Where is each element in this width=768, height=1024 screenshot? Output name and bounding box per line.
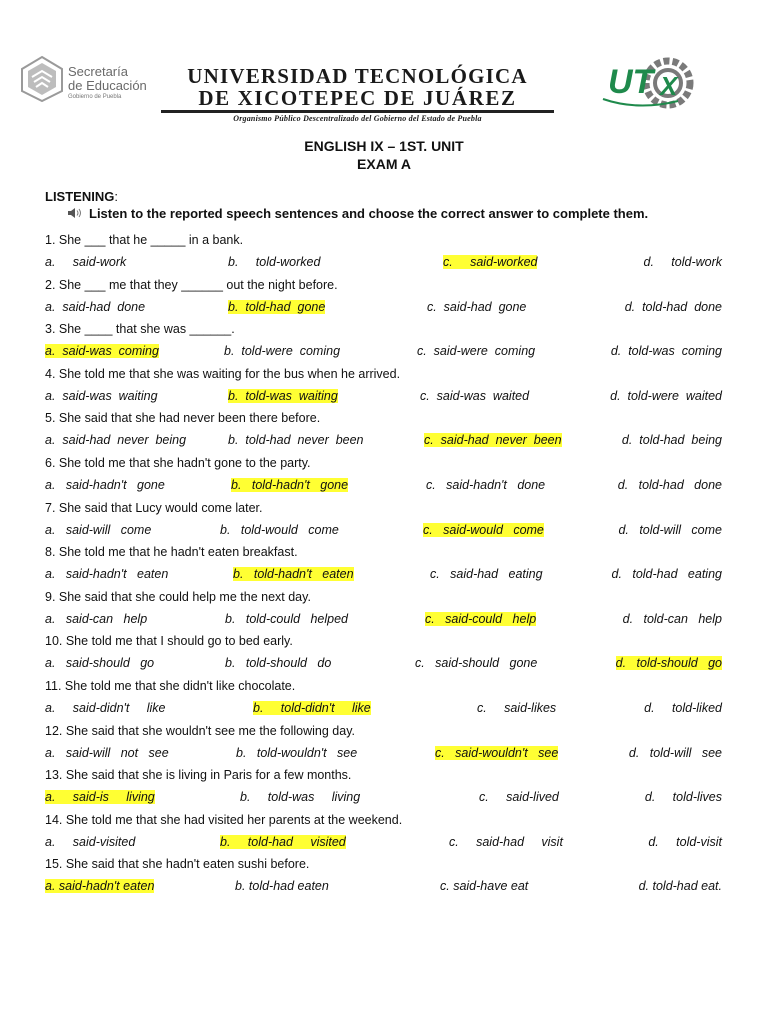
- answer-option-c[interactable]: c. said-could help: [425, 611, 537, 626]
- answer-option-d[interactable]: d. told-can help: [622, 611, 722, 626]
- exam-title: [0, 137, 768, 173]
- question-text: 7. She said that Lucy would come later.: [45, 500, 263, 515]
- answer-option-c[interactable]: c. said-have eat: [440, 879, 529, 894]
- answer-option-a[interactable]: a. said-should go: [45, 656, 155, 671]
- question-text: 3. She ____ that she was ______.: [45, 322, 235, 337]
- answer-option-a[interactable]: a. said-hadn't eaten: [45, 567, 169, 582]
- section-label: LISTENING: [45, 189, 115, 204]
- answer-option-d[interactable]: d. told-had being: [621, 433, 722, 448]
- answer-option-d[interactable]: d. told-had eating: [611, 567, 722, 582]
- answer-option-a[interactable]: a. said-can help: [45, 611, 148, 626]
- answer-option-a[interactable]: a. said-didn't like: [45, 701, 166, 715]
- answer-option-d[interactable]: d. told-had done: [617, 478, 722, 492]
- university-line1: UNIVERSIDAD TECNOLÓGICA: [187, 64, 528, 88]
- question-text: 14. She told me that she had visited her parents at the weekend.: [45, 812, 403, 827]
- answer-option-c[interactable]: c. said-were coming: [417, 344, 536, 359]
- exam-title-line2: EXAM A: [357, 156, 411, 172]
- question-text: 13. She said that she is living in Paris for a few months.: [45, 768, 352, 783]
- answer-option-c[interactable]: c. said-likes: [477, 701, 557, 715]
- answer-option-a[interactable]: a. said-will not see: [45, 745, 169, 760]
- answer-option-d[interactable]: d. told-was coming: [610, 344, 722, 359]
- section-heading: [45, 189, 118, 204]
- answer-option-c[interactable]: c. said-would come: [423, 522, 544, 537]
- question-text: 11. She told me that she didn't like chocolate.: [45, 679, 296, 693]
- answer-option-d[interactable]: d. told-had done: [624, 299, 722, 314]
- header-rule: [161, 110, 554, 113]
- question-text: 5. She said that she had never been there before.: [45, 411, 321, 426]
- answer-option-d[interactable]: d. told-will come: [618, 522, 722, 537]
- instruction-text: Listen to the reported speech sentences and choose the correct answer to complete them.: [89, 206, 649, 221]
- ut-logo-suffix: X: [660, 71, 678, 101]
- university-line2: DE XICOTEPEC DE JUÁREZ: [198, 86, 517, 110]
- answer-option-d[interactable]: d. told-had eat.: [638, 879, 722, 894]
- answer-option-d[interactable]: d. told-will see: [628, 745, 722, 760]
- answer-option-d[interactable]: d. told-liked: [644, 701, 722, 715]
- answer-option-d[interactable]: d. told-lives: [644, 790, 722, 805]
- answer-option-b[interactable]: b. told-had never been: [228, 433, 364, 448]
- question-text: 12. She said that she wouldn't see me the following day.: [45, 723, 355, 738]
- answer-option-c[interactable]: c. said-had gone: [427, 299, 527, 314]
- answer-option-b[interactable]: b. told-could helped: [225, 611, 348, 626]
- answer-option-c[interactable]: c. said-should gone: [415, 656, 538, 671]
- university-name: [155, 65, 560, 124]
- answer-option-b[interactable]: b. told-didn't like: [253, 701, 371, 715]
- exam-title-line1: ENGLISH IX – 1ST. UNIT: [304, 138, 464, 154]
- answer-option-b[interactable]: b. told-was waiting: [228, 388, 338, 403]
- answer-option-a[interactable]: a. said-was waiting: [45, 388, 158, 403]
- answer-option-c[interactable]: c. said-was waited: [420, 388, 530, 403]
- question-text: 8. She told me that he hadn't eaten breakfast.: [45, 545, 298, 560]
- answer-option-b[interactable]: b. told-hadn't gone: [231, 478, 349, 492]
- answer-option-b[interactable]: b. told-were coming: [224, 344, 341, 359]
- question-text: 2. She ___ me that they ______ out the night before.: [45, 277, 338, 292]
- answer-option-b[interactable]: b. told-had visited: [220, 834, 346, 849]
- answer-option-a[interactable]: a. said-had never being: [45, 433, 187, 448]
- answer-option-a[interactable]: a. said-hadn't gone: [45, 478, 165, 492]
- university-line3: Organismo Público Descentralizado del Gobierno del Estado de Puebla: [233, 114, 482, 123]
- answer-option-c[interactable]: c. said-had visit: [449, 834, 563, 849]
- sep-emblem-icon: [20, 55, 64, 103]
- question-text: 6. She told me that she hadn't gone to the party.: [45, 456, 311, 470]
- sep-subtitle: Gobierno de Puebla: [68, 94, 122, 100]
- sep-wordmark: [68, 65, 147, 102]
- answer-option-b[interactable]: b. told-hadn't eaten: [233, 567, 354, 582]
- sep-name-line2: de Educación: [68, 78, 147, 93]
- sep-logo: [18, 51, 158, 111]
- document-header: [18, 45, 753, 125]
- answer-option-c[interactable]: c. said-lived: [479, 790, 559, 805]
- section-colon: :: [114, 189, 118, 204]
- question-text: 4. She told me that she was waiting for the bus when he arrived.: [45, 366, 401, 381]
- answer-option-c[interactable]: c. said-hadn't done: [426, 478, 546, 492]
- answer-option-a[interactable]: a. said-will come: [45, 522, 152, 537]
- answer-option-a[interactable]: a. said-work: [45, 255, 127, 269]
- answer-option-a[interactable]: a. said-is living: [45, 790, 155, 805]
- ut-logo-text: UT: [608, 63, 654, 101]
- answer-option-c[interactable]: c. said-worked: [443, 255, 538, 269]
- answer-option-a[interactable]: a. said-hadn't eaten: [45, 879, 155, 894]
- answer-option-d[interactable]: d. told-work: [643, 255, 722, 269]
- answer-option-b[interactable]: b. told-had gone: [228, 299, 326, 314]
- answer-option-c[interactable]: c. said-had never been: [424, 433, 562, 448]
- sep-name-line1: Secretaría: [68, 64, 128, 79]
- ut-logo: [598, 55, 703, 115]
- answer-option-d[interactable]: d. told-should go: [615, 656, 722, 671]
- instruction: [68, 206, 648, 221]
- answer-option-b[interactable]: b. told-wouldn't see: [236, 745, 358, 760]
- answer-option-a[interactable]: a. said-visited: [45, 834, 136, 849]
- answer-option-c[interactable]: c. said-had eating: [430, 567, 543, 582]
- answer-option-b[interactable]: b. told-worked: [228, 255, 321, 269]
- answer-option-a[interactable]: a. said-had done: [45, 299, 146, 314]
- question-text: 9. She said that she could help me the next day.: [45, 589, 311, 604]
- answer-option-b[interactable]: b. told-would come: [220, 522, 339, 537]
- question-text: 15. She said that she hadn't eaten sushi before.: [45, 857, 310, 872]
- answer-option-b[interactable]: b. told-should do: [225, 656, 332, 671]
- question-text: 10. She told me that I should go to bed early.: [45, 634, 293, 649]
- answer-option-b[interactable]: b. told-was living: [240, 790, 361, 805]
- question-text: 1. She ___ that he _____ in a bank.: [45, 233, 244, 247]
- answer-option-c[interactable]: c. said-wouldn't see: [435, 745, 559, 760]
- answer-option-d[interactable]: d. told-were waited: [610, 388, 722, 403]
- answer-option-b[interactable]: b. told-had eaten: [235, 879, 329, 894]
- answer-option-a[interactable]: a. said-was coming: [45, 344, 159, 359]
- answer-option-d[interactable]: d. told-visit: [648, 834, 722, 849]
- speaker-icon: [68, 207, 83, 219]
